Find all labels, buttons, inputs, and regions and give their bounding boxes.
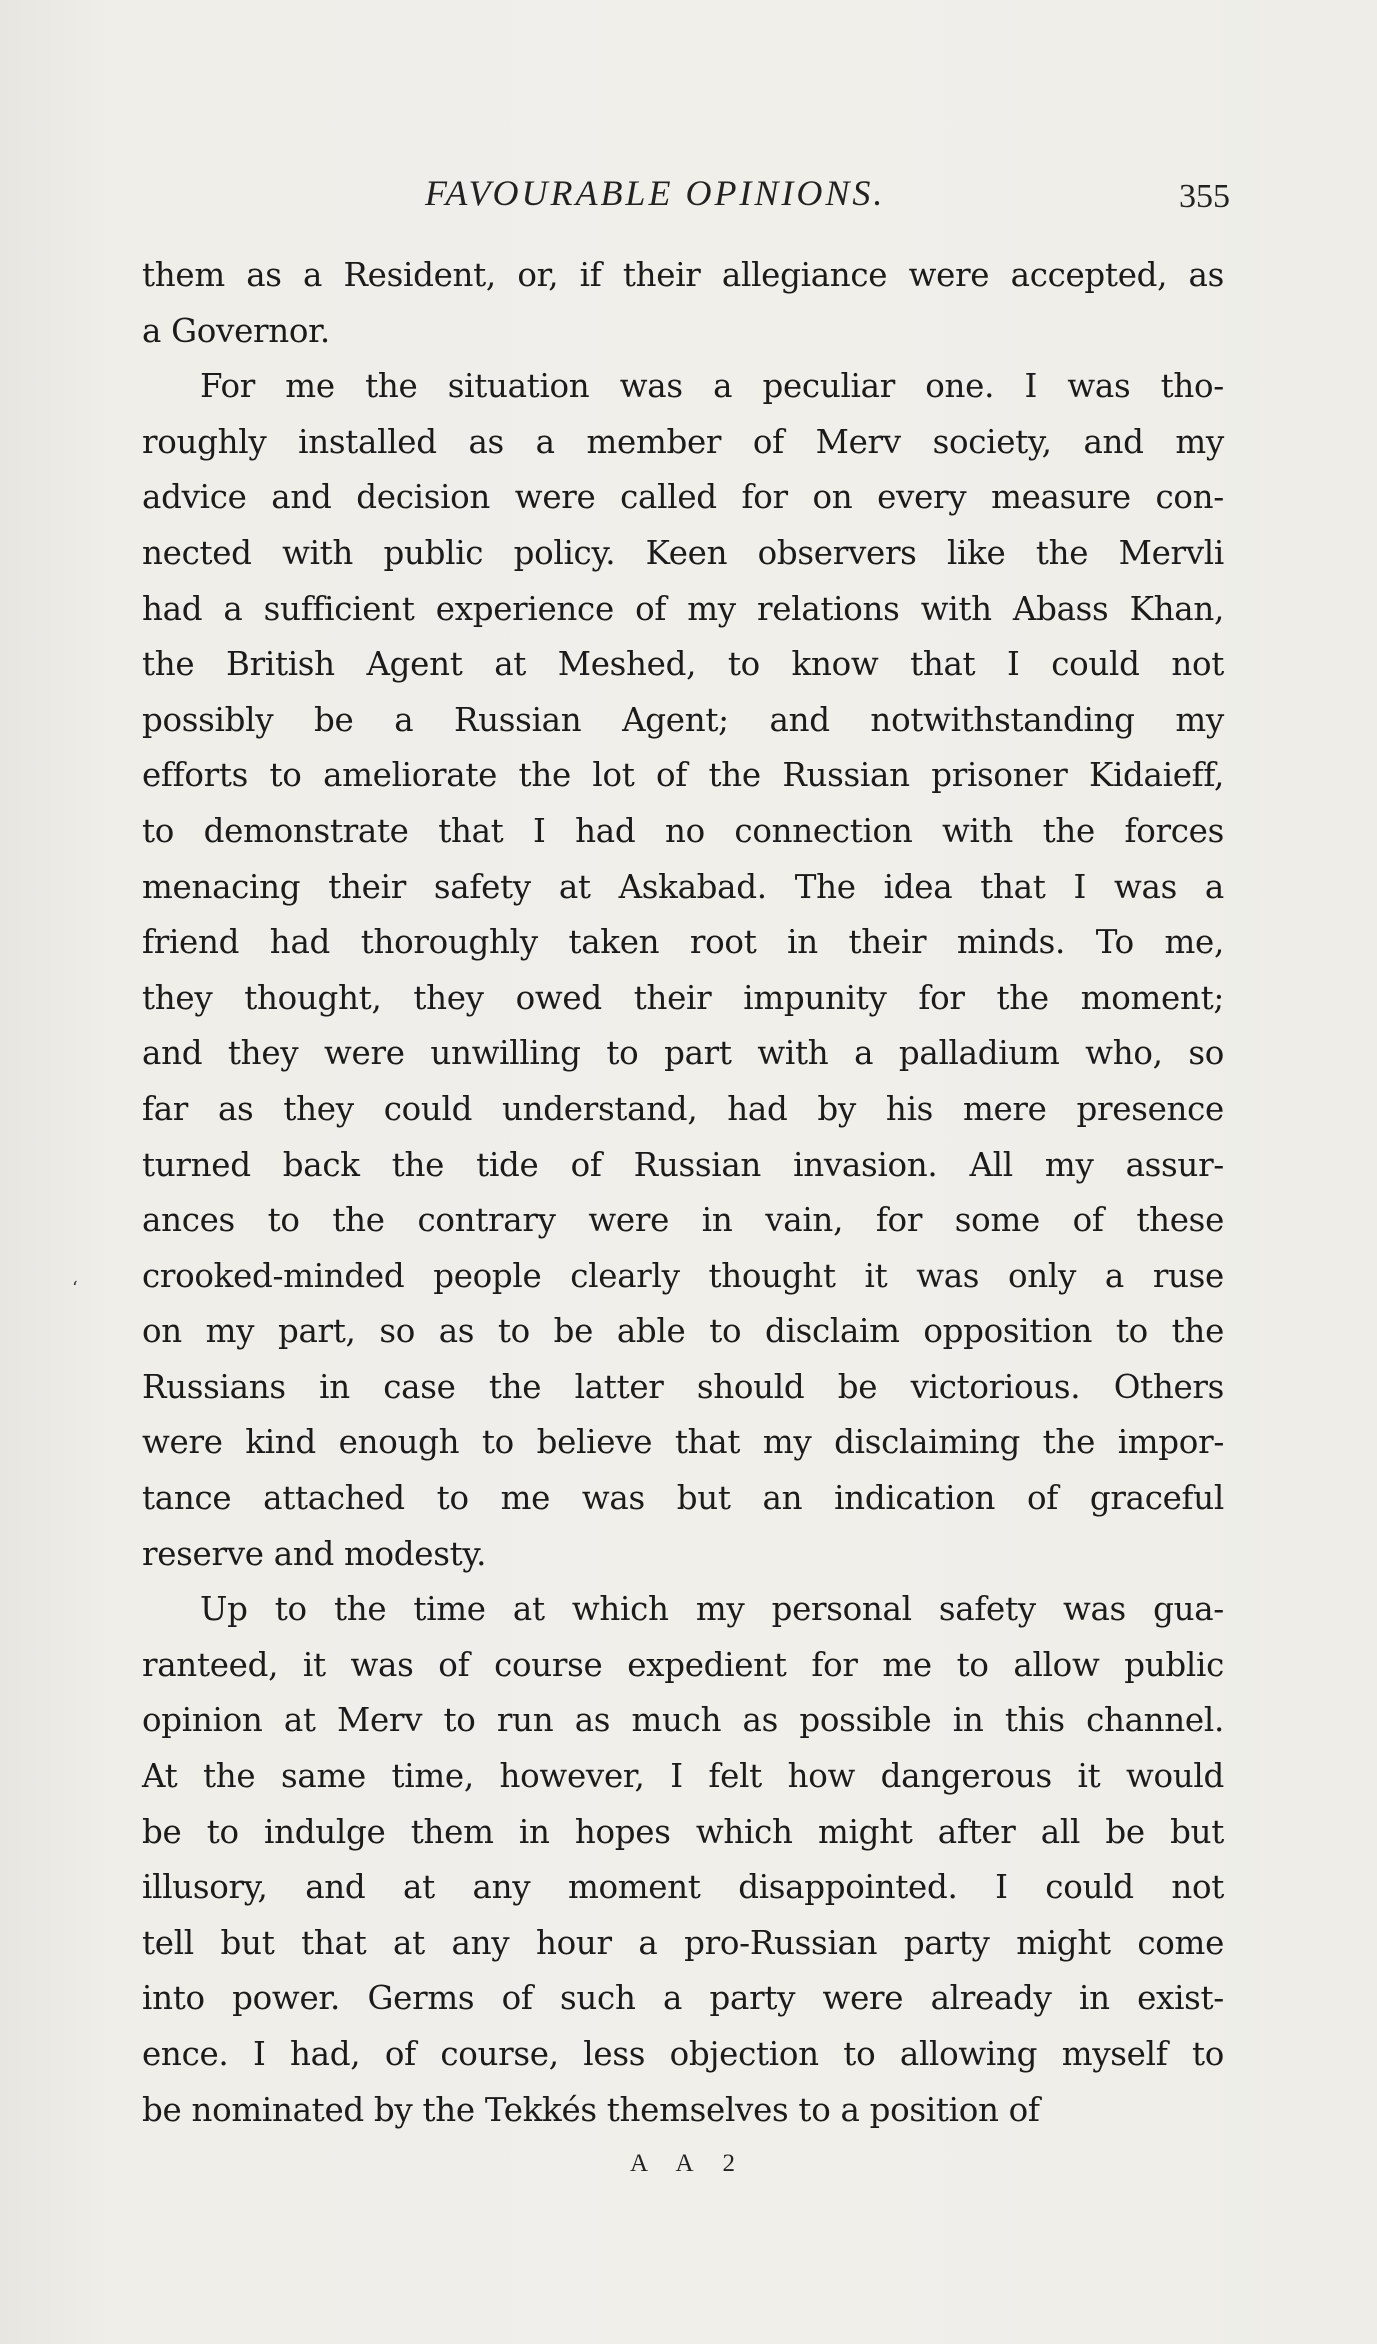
text-line: roughly installed as a member of Merv society, and my (142, 422, 1224, 461)
text-line: advice and decision were called for on every measure con- (142, 478, 1224, 517)
text-line: possibly be a Russian Agent; and notwithstanding my (142, 700, 1224, 739)
text-line: illusory, and at any moment disappointed. I could not (142, 1868, 1224, 1907)
margin-mark: ‘ (72, 1278, 78, 1299)
text-line: ances to the contrary were in vain, for some of these (142, 1201, 1224, 1240)
text-line: and they were unwilling to part with a palladium who, so (142, 1034, 1224, 1073)
text-line: they thought, they owed their impunity for the moment; (142, 978, 1224, 1017)
text-line: ranteed, it was of course expedient for me to allow public (142, 1645, 1224, 1684)
text-line: friend had thoroughly taken root in their minds. To me, (142, 923, 1224, 962)
text-line: ence. I had, of course, less objection to allowing myself to (142, 2035, 1224, 2073)
text-line: reserve and modesty. (142, 1534, 487, 1573)
signature-mark: A A 2 (630, 2150, 747, 2177)
text-line: nected with public policy. Keen observers like the Mervli (142, 533, 1224, 572)
running-head (140, 172, 1230, 222)
text-line: to demonstrate that I had no connection with the forces (142, 811, 1224, 850)
text-line: At the same time, however, I felt how dangerous it would (142, 1757, 1224, 1796)
running-title: FAVOURABLE OPINIONS. (425, 173, 886, 213)
text-line: be to indulge them in hopes which might after all be but (142, 1812, 1224, 1851)
text-line: Up to the time at which my personal safety was gua- (200, 1590, 1224, 1629)
text-line: a Governor. (142, 311, 330, 350)
text-line: on my part, so as to be able to disclaim opposition to the (142, 1312, 1224, 1351)
text-line: into power. Germs of such a party were already in exist- (142, 1979, 1224, 2018)
text-line: had a sufficient experience of my relations with Abass Khan, (142, 589, 1224, 628)
text-line: efforts to ameliorate the lot of the Russian prisoner Kidaieff, (142, 756, 1224, 795)
text-line: be nominated by the Tekkés themselves to a position of (142, 2090, 1040, 2129)
text-line: tell but that at any hour a pro-Russian party might come (142, 1923, 1224, 1962)
page-number: 355 (1179, 178, 1230, 215)
text-line: turned back the tide of Russian invasion. All my assur- (142, 1145, 1224, 1184)
text-line: Russians in case the latter should be victorious. Others (142, 1367, 1224, 1406)
text-line: were kind enough to believe that my disclaiming the impor- (142, 1423, 1224, 1462)
text-line: them as a Resident, or, if their allegiance were accepted, as (142, 256, 1224, 294)
text-line: menacing their safety at Askabad. The idea that I was a (142, 867, 1224, 906)
text-line: opinion at Merv to run as much as possible in this channel. (142, 1701, 1224, 1740)
text-line: For me the situation was a peculiar one. I was tho- (200, 367, 1224, 406)
text-line: tance attached to me was but an indication of graceful (142, 1479, 1224, 1518)
body-text (142, 248, 1224, 2138)
text-line: crooked-minded people clearly thought it was only a ruse (142, 1256, 1224, 1295)
text-line: the British Agent at Meshed, to know that I could not (142, 645, 1224, 684)
text-line: far as they could understand, had by his mere presence (142, 1089, 1224, 1128)
